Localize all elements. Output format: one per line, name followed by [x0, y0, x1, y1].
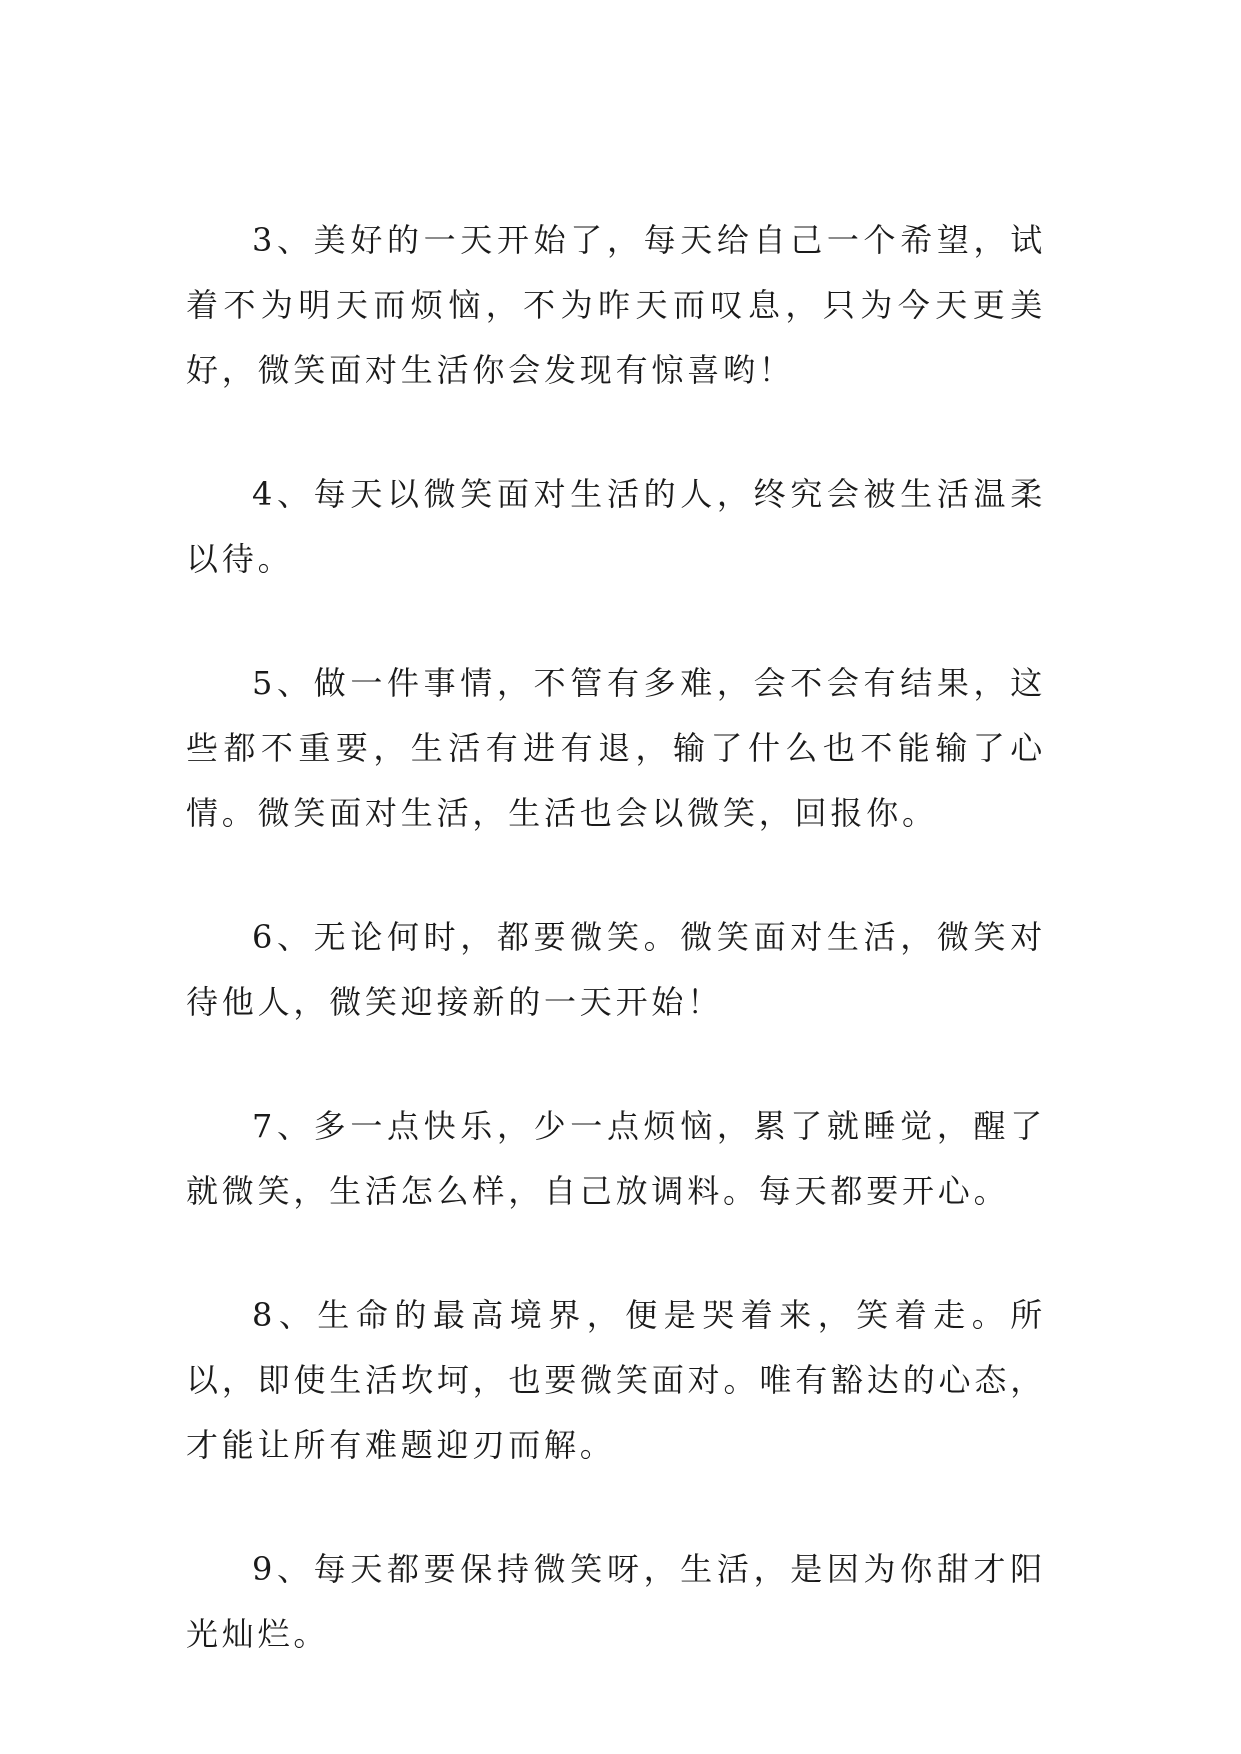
- paragraph-4: 4、每天以微笑面对生活的人，终究会被生活温柔以待。: [186, 475, 1046, 578]
- paragraph-8: 8、生命的最高境界，便是哭着来，笑着走。所以，即使生活坎坷，也要微笑面对。唯有豁达的心态，才能让所有难题迎刃而解。: [186, 1296, 1046, 1464]
- paragraph-5: 5、做一件事情，不管有多难，会不会有结果，这些都不重要，生活有进有退，输了什么也不能输了心情。微笑面对生活，生活也会以微笑，回报你。: [186, 664, 1046, 832]
- paragraph-7: 7、多一点快乐，少一点烦恼，累了就睡觉，醒了就微笑，生活怎么样，自己放调料。每天都要开心。: [186, 1107, 1046, 1210]
- paragraph-6: 6、无论何时，都要微笑。微笑面对生活，微笑对待他人，微笑迎接新的一天开始！: [186, 918, 1046, 1021]
- paragraph-9: 9、每天都要保持微笑呀，生活，是因为你甜才阳光灿烂。: [186, 1550, 1046, 1653]
- document-body: [186, 208, 1046, 1726]
- paragraph-3: 3、美好的一天开始了，每天给自己一个希望，试着不为明天而烦恼，不为昨天而叹息，只为今天更美好，微笑面对生活你会发现有惊喜哟！: [186, 221, 1046, 389]
